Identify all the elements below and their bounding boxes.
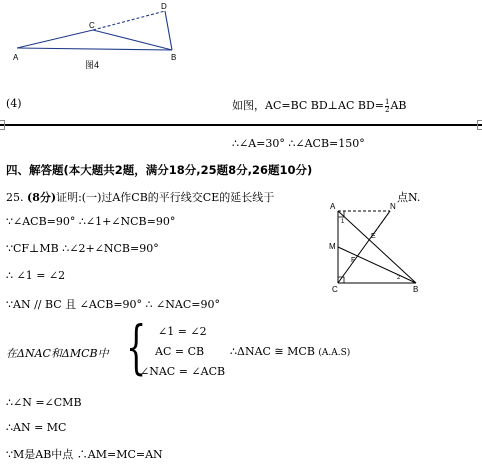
congruence-conclusion	[230, 345, 350, 358]
congruence-prefix: 在ΔNAC和ΔMCB中	[6, 347, 109, 360]
item4-statement	[232, 97, 407, 114]
conclusion-text: ∴ΔNAC ≅ MCB	[230, 345, 315, 358]
label-A: A	[13, 53, 19, 62]
q25-number: 25.	[6, 191, 24, 204]
left-brace: {	[126, 313, 147, 381]
fig25-label-N: N	[390, 202, 396, 211]
segment-CD-dashed	[93, 11, 165, 30]
item4-text-prefix: 如图，AC=BC BD⊥AC BD=	[232, 99, 385, 112]
segment-AC	[17, 30, 93, 48]
fig25-angle-2: 2	[397, 275, 401, 281]
margin-marker-left	[0, 120, 5, 130]
item4-text-suffix: AB	[390, 99, 407, 112]
step-3: ∴ ∠1 = ∠2	[6, 269, 66, 282]
section-divider	[0, 124, 482, 126]
margin-marker-right	[477, 120, 482, 130]
step-2: ∵CF⊥MB ∴∠2+∠NCB=90°	[6, 242, 159, 255]
step-4: ∵AN // BC 且 ∠ACB=90° ∴ ∠NAC=90°	[6, 298, 220, 311]
condition-2: AC = CB	[155, 345, 205, 358]
fig25-angle-1: 1	[341, 219, 345, 225]
q25-text: 证明:(一)过A作CB的平行线交CE的延长线于	[56, 191, 275, 204]
fraction-numerator: 1	[385, 97, 390, 106]
segment-AB	[338, 211, 416, 283]
figure-25	[325, 196, 425, 296]
figure-caption: 图4	[85, 60, 100, 70]
step-1: ∵∠ACB=90° ∴∠1+∠NCB=90°	[6, 215, 176, 228]
label-C: C	[89, 21, 95, 30]
angle-results: ∴∠A=30° ∴∠ACB=150°	[232, 137, 365, 150]
figure-4	[0, 0, 200, 72]
condition-1: ∠1 = ∠2	[158, 325, 207, 338]
fig25-label-E: E	[371, 233, 376, 240]
q25-intro	[6, 189, 274, 205]
segment-AB	[17, 48, 172, 50]
fraction-denominator: 2	[385, 105, 390, 114]
step-6: ∴AN = MC	[6, 421, 67, 434]
segment-MB	[338, 247, 416, 283]
q25-score: (8分)	[27, 191, 57, 204]
step-7: ∵M是AB中点 ∴AM=MC=AN	[6, 448, 163, 461]
item-number: (4)	[6, 97, 22, 110]
fraction-half	[385, 99, 389, 114]
step-5: ∴∠N =∠CMB	[6, 396, 82, 409]
segment-CB	[93, 30, 172, 50]
fig25-label-B: B	[413, 285, 419, 294]
conclusion-reason: (A.A.S)	[318, 348, 351, 358]
section-heading: 四、解答题(本大题共2题，满分18分,25题8分,26题10分)	[6, 163, 313, 177]
q25-intro-end: 点N.	[397, 191, 421, 204]
label-B: B	[171, 53, 177, 62]
label-D: D	[161, 2, 167, 11]
segment-BD	[165, 11, 172, 50]
fig25-label-F: F	[351, 257, 356, 264]
condition-3: ∠NAC = ∠ACB	[140, 365, 226, 378]
fig25-label-A: A	[330, 202, 336, 211]
fig25-label-C: C	[332, 285, 338, 294]
fig25-label-M: M	[329, 242, 336, 251]
